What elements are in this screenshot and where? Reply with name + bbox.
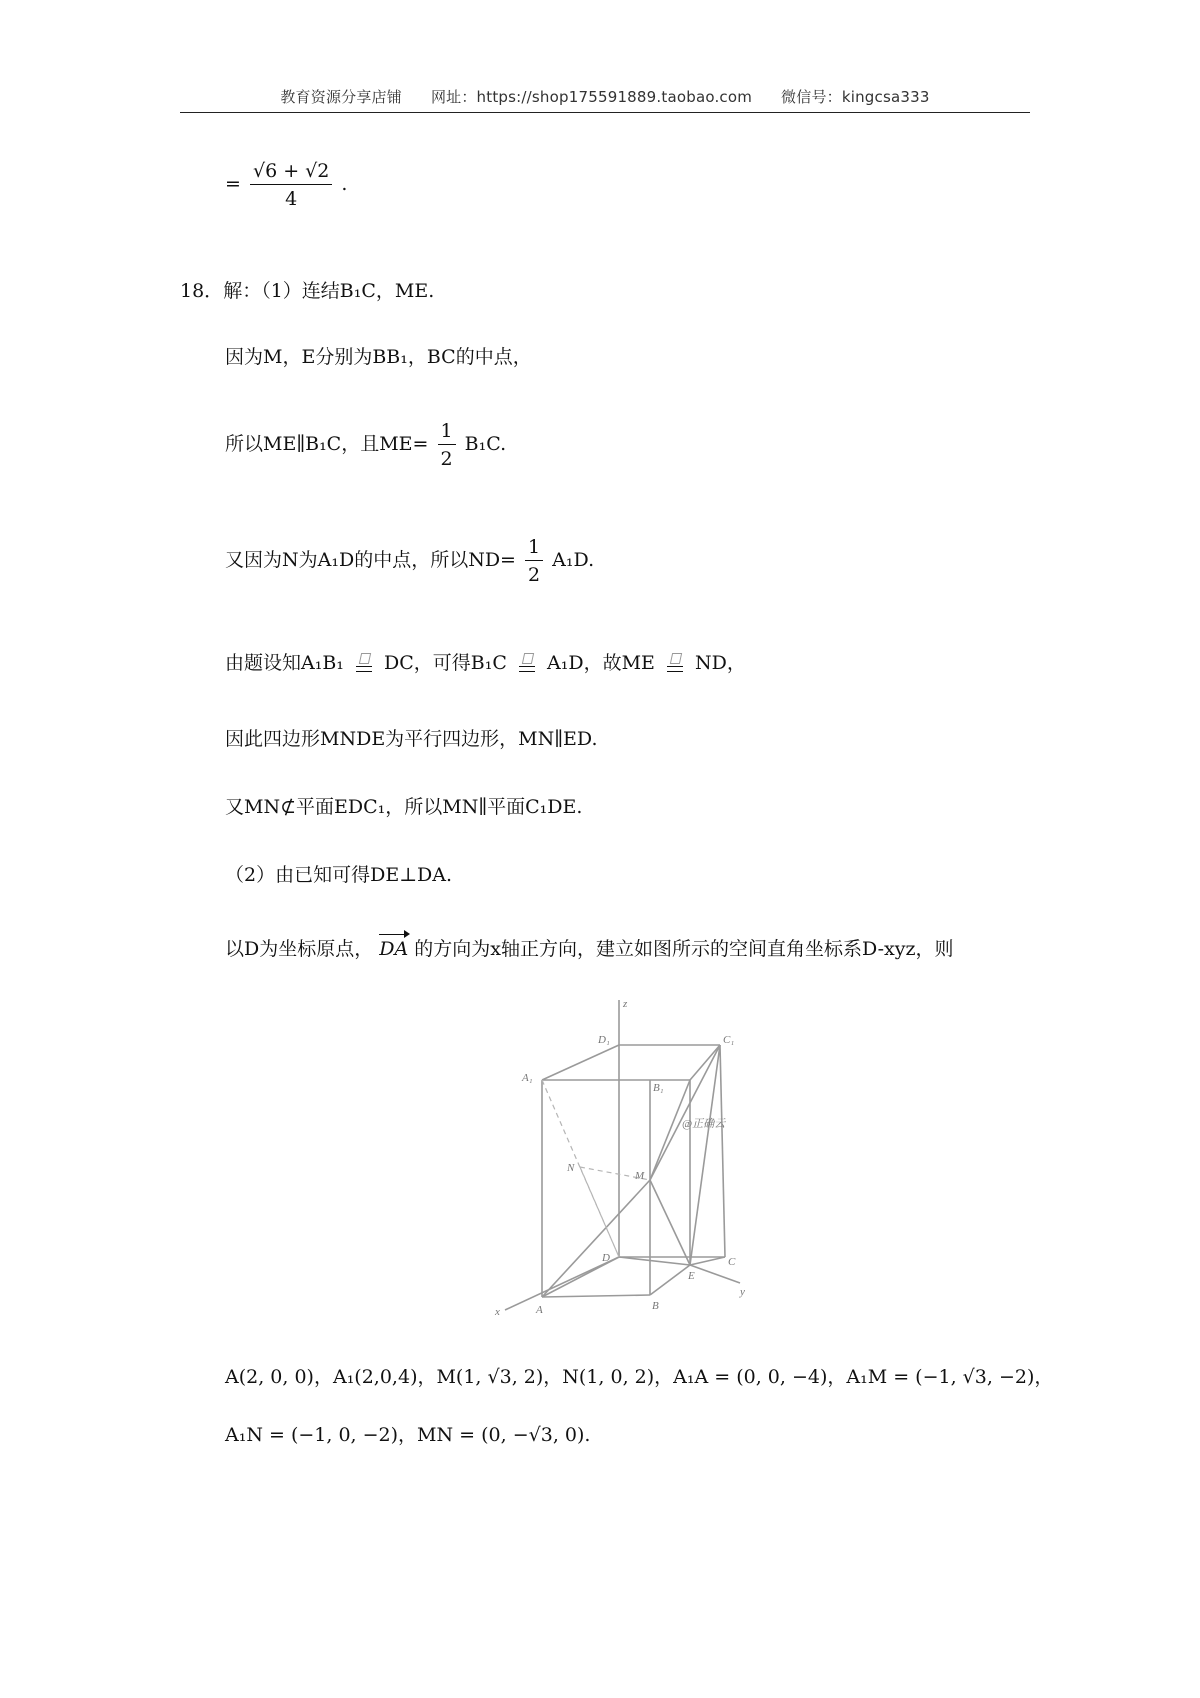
l8-post: 的方向为x轴正方向，建立如图所示的空间直角坐标系D-xyz，则 — [414, 938, 954, 960]
result-period: . — [341, 173, 348, 195]
label-b: B — [652, 1300, 659, 1312]
line-me-parallel — [225, 420, 506, 470]
label-e: E — [688, 1270, 695, 1282]
label-a1: A₁ — [522, 1072, 533, 1084]
l2-post: B₁C. — [464, 433, 507, 455]
line-coordinate-system — [225, 934, 953, 961]
l2-fraction — [438, 420, 456, 470]
watermark: @正确云 — [682, 1118, 726, 1130]
label-z: z — [623, 998, 628, 1010]
header-shop: 教育资源分享店铺 — [280, 88, 402, 106]
coordinates-line-2: A₁N = (−1, 0, −2)，MN = (0, −√3, 0). — [225, 1424, 591, 1446]
result-fraction — [250, 160, 332, 210]
header-url: 网址：https://shop175591889.taobao.com — [430, 88, 753, 106]
result-line — [225, 160, 347, 210]
line-part-2: （2）由已知可得DE⊥DA. — [225, 864, 453, 886]
parallel-equal-symbol — [353, 653, 375, 675]
line-midpoints: 因为M，E分别为BB₁，BC的中点， — [225, 346, 532, 368]
l2-pre: 所以ME∥B₁C，且ME= — [225, 433, 429, 455]
l4-c: A₁D，故ME — [547, 652, 655, 674]
question-18-heading — [180, 276, 434, 303]
l3-numerator: 1 — [525, 536, 543, 561]
line-nd-half — [225, 536, 594, 586]
l3-denominator: 2 — [528, 564, 541, 586]
l8-pre: 以D为坐标原点， — [225, 938, 374, 960]
label-d: D — [602, 1252, 610, 1264]
l3-pre: 又因为N为A₁D的中点，所以ND= — [225, 549, 516, 571]
label-y: y — [740, 1286, 745, 1298]
result-numerator: √6 + √2 — [250, 160, 332, 185]
prism-figure — [490, 995, 770, 1315]
l3-fraction — [525, 536, 543, 586]
l2-denominator: 2 — [440, 448, 453, 470]
line-parallelogram: 因此四边形MNDE为平行四边形，MN∥ED. — [225, 728, 598, 750]
label-m: M — [635, 1170, 645, 1182]
question-18-text: 解：（1）连结B₁C，ME. — [223, 280, 435, 302]
equals-sign: = — [225, 173, 241, 195]
label-d1: D₁ — [598, 1034, 610, 1046]
line-mn-parallel-plane: 又MN⊄平面EDC₁，所以MN∥平面C₁DE. — [225, 796, 583, 818]
label-a: A — [536, 1304, 543, 1315]
label-c1: C₁ — [723, 1034, 735, 1046]
question-number: 18． — [180, 280, 224, 302]
l4-a: 由题设知A₁B₁ — [225, 652, 344, 674]
coordinates-line-1: A(2, 0, 0)，A₁(2,0,4)，M(1, √3, 2)，N(1, 0, 2)，A₁A = (0, 0, −4)，A₁M = (−1, √3, −2)， — [225, 1366, 1054, 1388]
label-n: N — [567, 1162, 575, 1174]
page-header — [180, 86, 1030, 113]
l2-numerator: 1 — [438, 420, 456, 445]
result-denominator: 4 — [285, 188, 298, 210]
parallel-equal-symbol — [516, 653, 538, 675]
label-b1: B₁ — [653, 1082, 664, 1094]
line-given-conditions — [225, 648, 746, 675]
header-wechat: 微信号：kingcsa333 — [781, 88, 930, 106]
l4-d: ND， — [695, 652, 746, 674]
prism-diagram — [490, 995, 770, 1315]
parallel-equal-symbol — [664, 653, 686, 675]
vector-da: DA — [379, 938, 409, 960]
label-x: x — [495, 1306, 500, 1315]
label-c: C — [728, 1256, 736, 1268]
l3-post: A₁D. — [552, 549, 595, 571]
l4-b: DC，可得B₁C — [384, 652, 507, 674]
